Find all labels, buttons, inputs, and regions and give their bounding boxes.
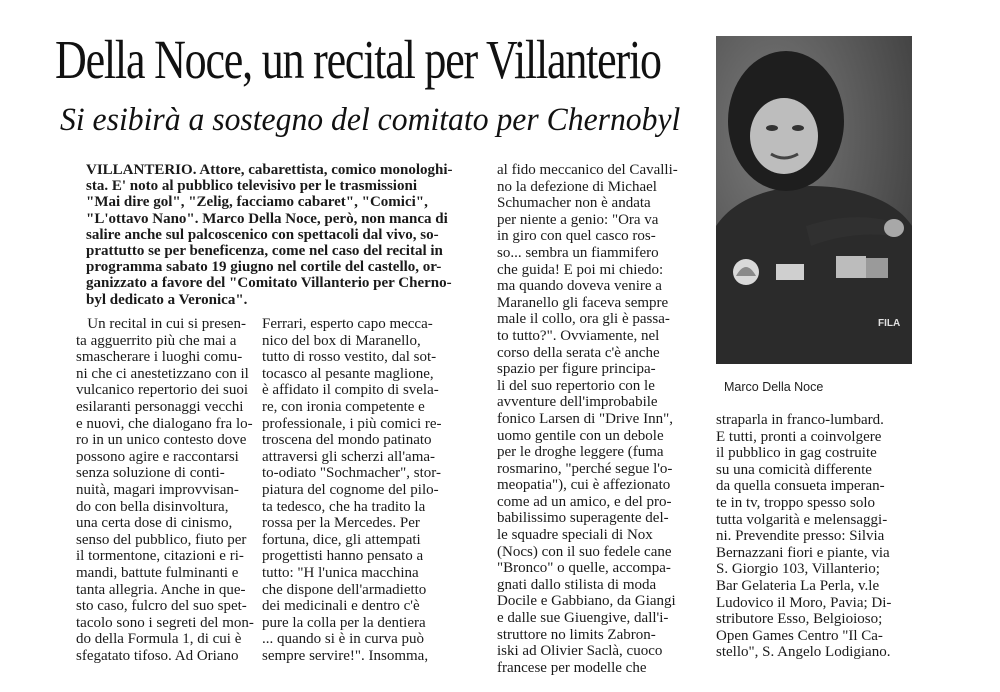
- article-line: il tormentone, citazioni e ri-: [76, 548, 244, 565]
- article-line: tacolo sono i segreti del mon-: [76, 614, 254, 631]
- article-line: le squadre speciali di Nox: [497, 527, 653, 544]
- article-line: una certa dose di cinismo,: [76, 515, 233, 532]
- lead-line: "L'ottavo Nano". Marco Della Noce, però, non manca di: [86, 210, 448, 227]
- article-line: so... sembra un fiammifero: [497, 244, 659, 261]
- article-line: ta tedesco, che ha tradito la: [262, 498, 426, 515]
- article-line: Un recital in cui si presen-: [76, 316, 246, 332]
- article-line: ni. Prevendite presso: Silvia: [716, 528, 885, 545]
- article-line: no la defezione di Michael: [497, 178, 657, 195]
- article-line: spazio per figure principa-: [497, 361, 656, 378]
- article-line: al fido meccanico del Cavalli-: [497, 162, 678, 178]
- lead-line: salire anche sul palcoscenico con spettacoli dal vivo, so-: [86, 226, 439, 243]
- article-line: e dalle sue Giuengive, dall'i-: [497, 610, 669, 627]
- article-line: dei medicinali e dentro c'è: [262, 598, 420, 615]
- article-line: possono agire e raccontarsi: [76, 448, 239, 465]
- article-line: senso del pubblico, fiuto per: [76, 531, 247, 548]
- article-line: iski ad Olivier Saclà, cuoco: [497, 643, 663, 660]
- performer-photo: [716, 36, 912, 364]
- article-line: nico del box di Maranello,: [262, 332, 421, 349]
- lead-paragraph: [86, 162, 453, 308]
- article-line: ta agguerrito più che mai a: [76, 332, 237, 349]
- article-line: mandi, battute fulminanti e: [76, 564, 239, 581]
- article-line: S. Giorgio 103, Villanterio;: [716, 561, 880, 578]
- article-line: fortuna, dice, gli attempati: [262, 531, 421, 548]
- article-line: stello", S. Angelo Lodigiano.: [716, 644, 891, 661]
- article-line: che dispone dell'armadietto: [262, 581, 427, 598]
- article-line: Docile e Gabbiano, da Giangi: [497, 593, 676, 610]
- article-line: esilaranti personaggi vecchi: [76, 398, 244, 415]
- article-line: babilissimo superagente del-: [497, 510, 669, 527]
- article-line: Schumacher non è andata: [497, 195, 651, 212]
- article-line: (Nocs) con il suo fedele cane: [497, 543, 672, 560]
- article-line: Bar Gelateria La Perla, v.le: [716, 577, 880, 594]
- article-line: troscena del mondo patinato: [262, 432, 432, 449]
- dateline: VILLANTERIO.: [86, 162, 197, 178]
- article-line: do della Formula 1, di cui è: [76, 631, 242, 648]
- lead-line: byl dedicato a Veronica".: [86, 291, 248, 308]
- article-line: rosmarino, "perché segue l'o-: [497, 460, 673, 477]
- article-line: meopatia"), cui è affezionato: [497, 477, 671, 494]
- article-line: e nuovi, che dialogano fra lo-: [76, 415, 253, 432]
- suit-badge-text: FILA: [878, 318, 901, 329]
- article-line: per le droghe leggere (fuma: [497, 444, 664, 461]
- article-line: sfegatato tifoso. Ad Oriano: [76, 647, 239, 664]
- article-line: sempre servire!". Insomma,: [262, 647, 429, 664]
- article-line: nuità, magari improvvisan-: [76, 481, 239, 498]
- lead-line: sta. E' noto al pubblico televisivo per le trasmissioni: [86, 178, 417, 195]
- article-line: attraversi gli scherzi all'ama-: [262, 448, 436, 465]
- article-line: re, con ironia competente e: [262, 398, 425, 415]
- article-line: te in tv, troppo spesso solo: [716, 494, 876, 511]
- article-line: to-odiato "Sochmacher", stor-: [262, 465, 441, 482]
- article-line: uomo gentile con un debole: [497, 427, 664, 444]
- article-line: li del suo repertorio con le: [497, 377, 655, 394]
- article-column-1: [76, 316, 254, 664]
- article-line: gnati dallo stilista di moda: [497, 576, 657, 593]
- article-line: rossa per la Mercedes. Per: [262, 515, 420, 532]
- article-line: tocasco al pesante maglione,: [262, 365, 434, 382]
- article-line: to tutto?". Ovviamente, nel: [497, 327, 660, 344]
- article-line: male il collo, ora gli è passa-: [497, 311, 670, 328]
- article-line: come ad un amico, e del pro-: [497, 493, 672, 510]
- article-line: che guida! E poi mi chiedo:: [497, 261, 664, 278]
- article-line: francese per modelle che: [497, 659, 647, 676]
- subheadline: Si esibirà a sostegno del comitato per Chernobyl: [60, 102, 681, 138]
- article-line: struttore no limits Zabron-: [497, 626, 656, 643]
- article-line: do con bella disinvoltura,: [76, 498, 229, 515]
- article-line: professionale, i più comici re-: [262, 415, 442, 432]
- article-line: in giro con quel casco ros-: [497, 228, 656, 245]
- article-line: tanta allegria. Anche in que-: [76, 581, 246, 598]
- lead-line: prattutto se per beneficenza, come nel caso del recital in: [86, 243, 443, 260]
- article-line: progettisti hanno pensato a: [262, 548, 424, 565]
- article-line: ni che ci anestetizzano con il: [76, 365, 249, 382]
- article-line: vulcanico repertorio dei suoi: [76, 382, 249, 399]
- article-line: fonico Larsen di "Drive Inn",: [497, 410, 673, 427]
- article-line: Bernazzani fiori e piante, via: [716, 544, 890, 561]
- article-column-3: [497, 162, 678, 676]
- article-line: tutto: "H l'unica macchina: [262, 564, 419, 581]
- headline: Della Noce, un recital per Villanterio: [55, 29, 661, 90]
- article-line: Ludovico il Moro, Pavia; Di-: [716, 594, 892, 611]
- article-line: da quella consueta imperan-: [716, 478, 885, 495]
- article-line: ro in un unico contesto dove: [76, 432, 247, 449]
- article-line: senza soluzione di conti-: [76, 465, 225, 482]
- article-line: tutto di rosso vestito, dal sot-: [262, 349, 437, 366]
- article-line: corso della serata c'è anche: [497, 344, 660, 361]
- article-line: sto caso, fulcro del suo spet-: [76, 598, 247, 615]
- article-line: su una comicità differente: [716, 461, 872, 478]
- article-line: ma quando doveva venire a: [497, 278, 662, 295]
- lead-line: programma sabato 19 giugno nel cortile del castello, or-: [86, 259, 442, 276]
- article-line: "Bronco" o quelle, accompa-: [497, 560, 671, 577]
- article-line: stributore Esso, Belgioioso;: [716, 611, 883, 628]
- article-line: per niente a genio: "Ora va: [497, 211, 659, 228]
- article-column-4: [716, 412, 891, 661]
- article-line: pure la colla per la dentiera: [262, 614, 426, 631]
- article-line: avventure dell'improbabile: [497, 394, 658, 411]
- article-line: Open Games Centro "Il Ca-: [716, 627, 883, 644]
- article-line: tutta volgarità e melensaggi-: [716, 511, 888, 528]
- article-line: il pubblico in gag costruite: [716, 445, 877, 462]
- article-line: ... quando si è in curva può: [262, 631, 425, 648]
- article-line: straparla in franco-lumbard.: [716, 412, 884, 428]
- article-column-2: [262, 316, 442, 664]
- article-line: smascherare i luoghi comu-: [76, 349, 243, 366]
- lead-line: ganizzato a favore del "Comitato Villanterio per Cherno-: [86, 275, 452, 292]
- photo-of-performer-in-ferrari-suit-icon: [716, 36, 912, 364]
- article-line: è affidato il compito di svela-: [262, 382, 439, 399]
- article-line: piatura del cognome del pilo-: [262, 481, 439, 498]
- article-line: E tutti, pronti a coinvolgere: [716, 428, 882, 445]
- article-line: Ferrari, esperto capo mecca-: [262, 316, 433, 332]
- lead-line: Attore, cabarettista, comico monologhi-: [196, 162, 453, 178]
- article-line: Maranello gli faceva sempre: [497, 294, 669, 311]
- lead-line: "Mai dire gol", "Zelig, facciamo cabaret", "Comici",: [86, 194, 428, 211]
- photo-caption: Marco Della Noce: [724, 380, 824, 394]
